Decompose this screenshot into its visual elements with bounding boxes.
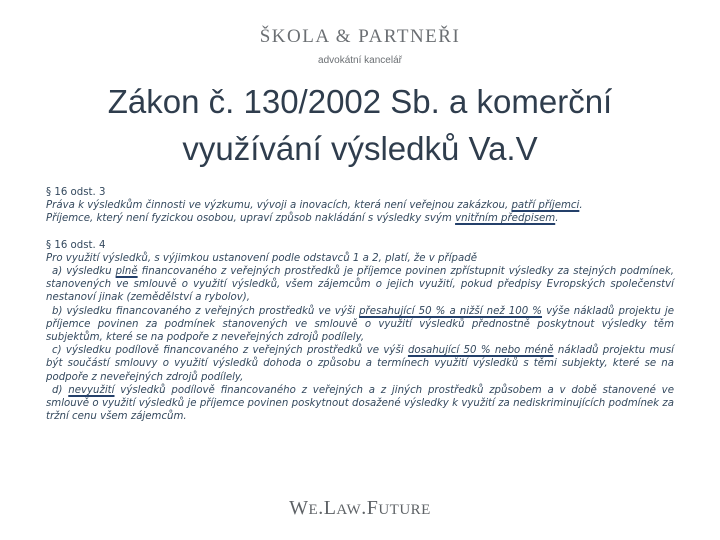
text: Příjemce, který není fyzickou osobou, upraví způsob nakládání s výsledky svým [46,213,456,225]
text: c) výsledku podílově financovaného z veřejných prostředků ve výši [52,345,408,357]
underlined-text: nevyužití [68,384,115,396]
clause-a [46,265,674,305]
paragraph-intro: Pro využití výsledků, s výjimkou ustanovení podle odstavců 1 a 2, platí, že v případě [46,252,477,264]
brand-logo: ŠKOLA & PARTNEŘI [259,26,461,47]
section-heading-1: § 16 odst. 3 [46,187,106,198]
clause-d [46,384,674,424]
text: E [308,502,319,518]
text: . [579,200,583,212]
text: výsledků podílově financovaného z veřejných a z jiných prostředků způsobem a v době stanovené ve smlouvě o využití výsledků je příjemce povinen poskytnout dosažené výsledky k využití za nediskriminujících podmínek za tržní cenu všem zájemcům. [46,384,674,423]
text: W [289,497,309,519]
text: a) výsledku [52,266,116,278]
underlined-text: patří příjemci [511,200,580,212]
text: Práva k výsledkům činnosti ve výzkumu, vývoji a inovacích, která není veřejnou zakázkou, [46,200,512,212]
text: . [361,497,367,519]
page-title [40,78,680,172]
paragraph-recipient [46,212,674,225]
law-text [46,186,674,423]
text: nákladů projektu musí být součástí smlouvy o využití výsledků dohoda o způsobu a termínech využití výsledků s těmi subjekty, které se na podpoře z neveřejných zdrojů podílely, [46,345,674,383]
section-heading-2: § 16 odst. 4 [46,239,106,251]
text: F [366,497,379,519]
text: . [318,497,324,519]
text: financovaného z veřejných prostředků je příjemce povinen zpřístupnit výsledky za stejných podmínek, stanovených ve smlouvě o využití výsledků, všem zájemcům o jejich využití, pokud předpisy Evropských společenství nestanoví jinak (zemědělství a rybolov), [46,266,675,304]
text: b) výsledku financovaného z veřejných prostředků ve výši [52,305,360,317]
underlined-text: plně [115,266,138,278]
text: UTURE [378,502,431,518]
brand-subtitle: advokátní kancelář [318,55,402,66]
underlined-text: přesahující 50 % a nižší než 100 % [359,305,542,317]
paragraph-rights [46,199,674,212]
clause-b [46,305,674,345]
spacer [46,226,674,239]
text: AW [336,502,362,518]
text: výše nákladů projektu je příjemce povinen za podmínek stanovených ve smlouvě o využití výsledků přednostně poskytnout výsledky těm subjektům, které se na podpoře z neveřejných zdrojů podílely, [46,305,674,344]
title-line-1: Zákon č. 130/2002 Sb. a komerční [107,83,613,120]
text: d) [52,384,69,396]
text: . [555,213,559,225]
text: L [323,497,337,519]
title-line-2: využívání výsledků Va.V [182,130,538,167]
underlined-text: vnitřním předpisem [455,213,556,225]
footer-slogan [0,497,720,520]
clause-c [46,344,674,384]
underlined-text: dosahující 50 % nebo méně [407,345,554,357]
